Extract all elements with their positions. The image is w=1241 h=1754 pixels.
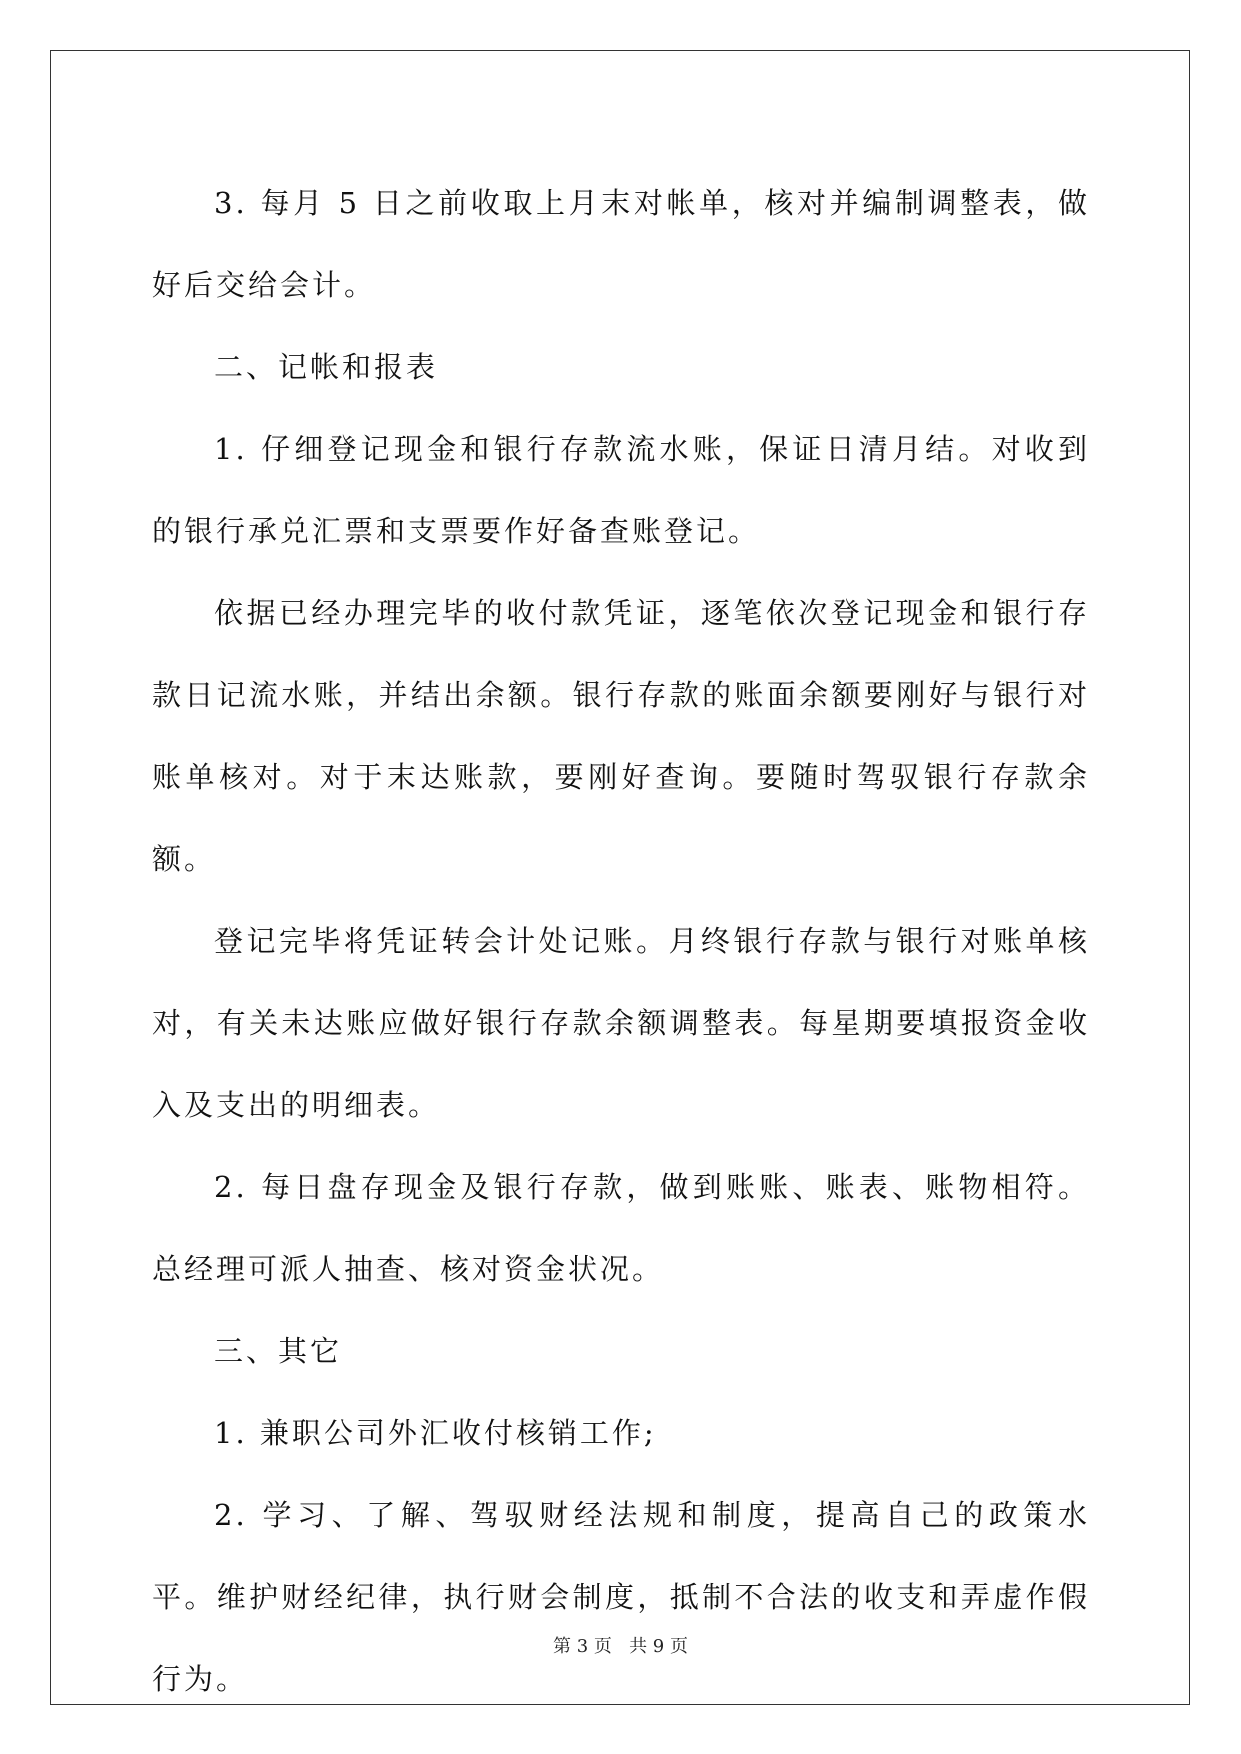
paragraph-body: 登记完毕将凭证转会计处记账。月终银行存款与银行对账单核对，有关未达账应做好银行存款余额调整表。每星期要填报资金收入及支出的明细表。 — [152, 924, 1090, 1122]
page-total: 共 9 页 — [629, 1636, 688, 1657]
section-heading-2: 二、记帐和报表 — [214, 350, 439, 384]
document-body — [152, 162, 1090, 1720]
paragraph-body: 依据已经办理完毕的收付款凭证，逐笔依次登记现金和银行存款日记流水账，并结出余额。银行存款的账面余额要刚好与银行对账单核对。对于末达账款，要刚好查询。要随时驾驭银行存款余额。 — [152, 596, 1090, 876]
paragraph-item-1: 1. 兼职公司外汇收付核销工作; — [214, 1416, 657, 1450]
section-heading-3: 三、其它 — [214, 1334, 343, 1368]
paragraph-item-3: 3. 每月 5 日之前收取上月末对帐单，核对并编制调整表，做好后交给会计。 — [152, 186, 1090, 302]
paragraph-item-2: 2. 学习、了解、驾驭财经法规和制度，提高自己的政策水平。维护财经纪律，执行财会制度，抵制不合法的收支和弄虚作假行为。 — [152, 1498, 1090, 1696]
paragraph-item-1: 1. 仔细登记现金和银行存款流水账，保证日清月结。对收到的银行承兑汇票和支票要作好备查账登记。 — [152, 432, 1090, 548]
page-footer — [0, 1632, 1241, 1658]
page-number: 第 3 页 — [553, 1636, 612, 1657]
paragraph-item-2: 2. 每日盘存现金及银行存款，做到账账、账表、账物相符。总经理可派人抽查、核对资金状况。 — [152, 1170, 1090, 1286]
